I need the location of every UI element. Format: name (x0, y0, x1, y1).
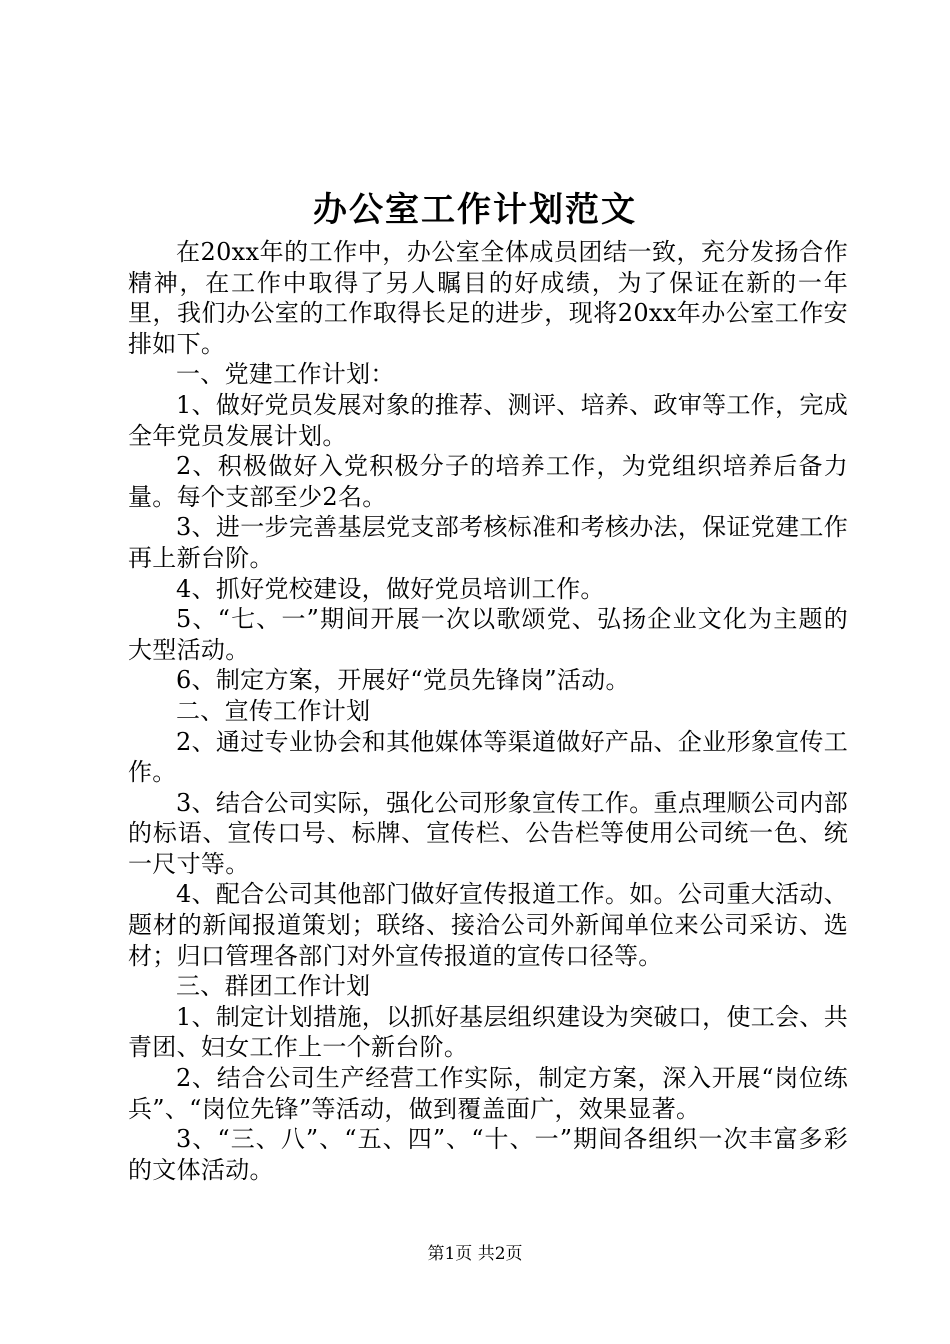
list-item: 2、结合公司生产经营工作实际，制定方案，深入开展“岗位练兵”、“岗位先锋”等活动，做到覆盖面广，效果显著。 (128, 1064, 848, 1123)
list-item: 6、制定方案，开展好“党员先锋岗”活动。 (176, 666, 630, 695)
page-number-footer: 第1页 共2页 (427, 1244, 523, 1264)
section-heading-mass-organizations: 三、群团工作计划 (176, 972, 371, 1001)
list-item: 4、抓好党校建设，做好党员培训工作。 (176, 574, 605, 603)
list-item: 3、结合公司实际，强化公司形象宣传工作。重点理顺公司内部的标语、宣传口号、标牌、宣传栏、公告栏等使用公司统一色、统一尺寸等。 (128, 788, 848, 878)
list-item: 1、做好党员发展对象的推荐、测评、培养、政审等工作，完成全年党员发展计划。 (128, 390, 848, 450)
list-item: 3、进一步完善基层党支部考核标准和考核办法，保证党建工作再上新台阶。 (128, 513, 848, 572)
list-item: 5、“七、一”期间开展一次以歌颂党、弘扬企业文化为主题的大型活动。 (128, 605, 848, 664)
list-item: 2、积极做好入党积极分子的培养工作，为党组织培养后备力量。每个支部至少2名。 (128, 452, 848, 511)
section-heading-publicity: 二、宣传工作计划 (176, 696, 371, 725)
list-item: 4、配合公司其他部门做好宣传报道工作。如。公司重大活动、题材的新闻报道策划；联络、接洽公司外新闻单位来公司采访、选材；归口管理各部门对外宣传报道的宣传口径等。 (128, 880, 848, 970)
intro-paragraph: 在20xx年的工作中，办公室全体成员团结一致，充分发扬合作精神，在工作中取得了另人瞩目的好成绩，为了保证在新的一年里，我们办公室的工作取得长足的进步，现将20xx年办公室工作安排如下。 (128, 238, 848, 358)
list-item: 3、“三、八”、“五、四”、“十、一”期间各组织一次丰富多彩的文体活动。 (128, 1125, 848, 1184)
list-item: 1、制定计划措施，以抓好基层组织建设为突破口，使工会、共青团、妇女工作上一个新台阶。 (128, 1002, 848, 1062)
document-title: 办公室工作计划范文 (313, 190, 637, 230)
list-item: 2、通过专业协会和其他媒体等渠道做好产品、企业形象宣传工作。 (128, 727, 848, 787)
document-body (128, 237, 848, 1185)
section-heading-party: 一、党建工作计划： (176, 360, 395, 389)
